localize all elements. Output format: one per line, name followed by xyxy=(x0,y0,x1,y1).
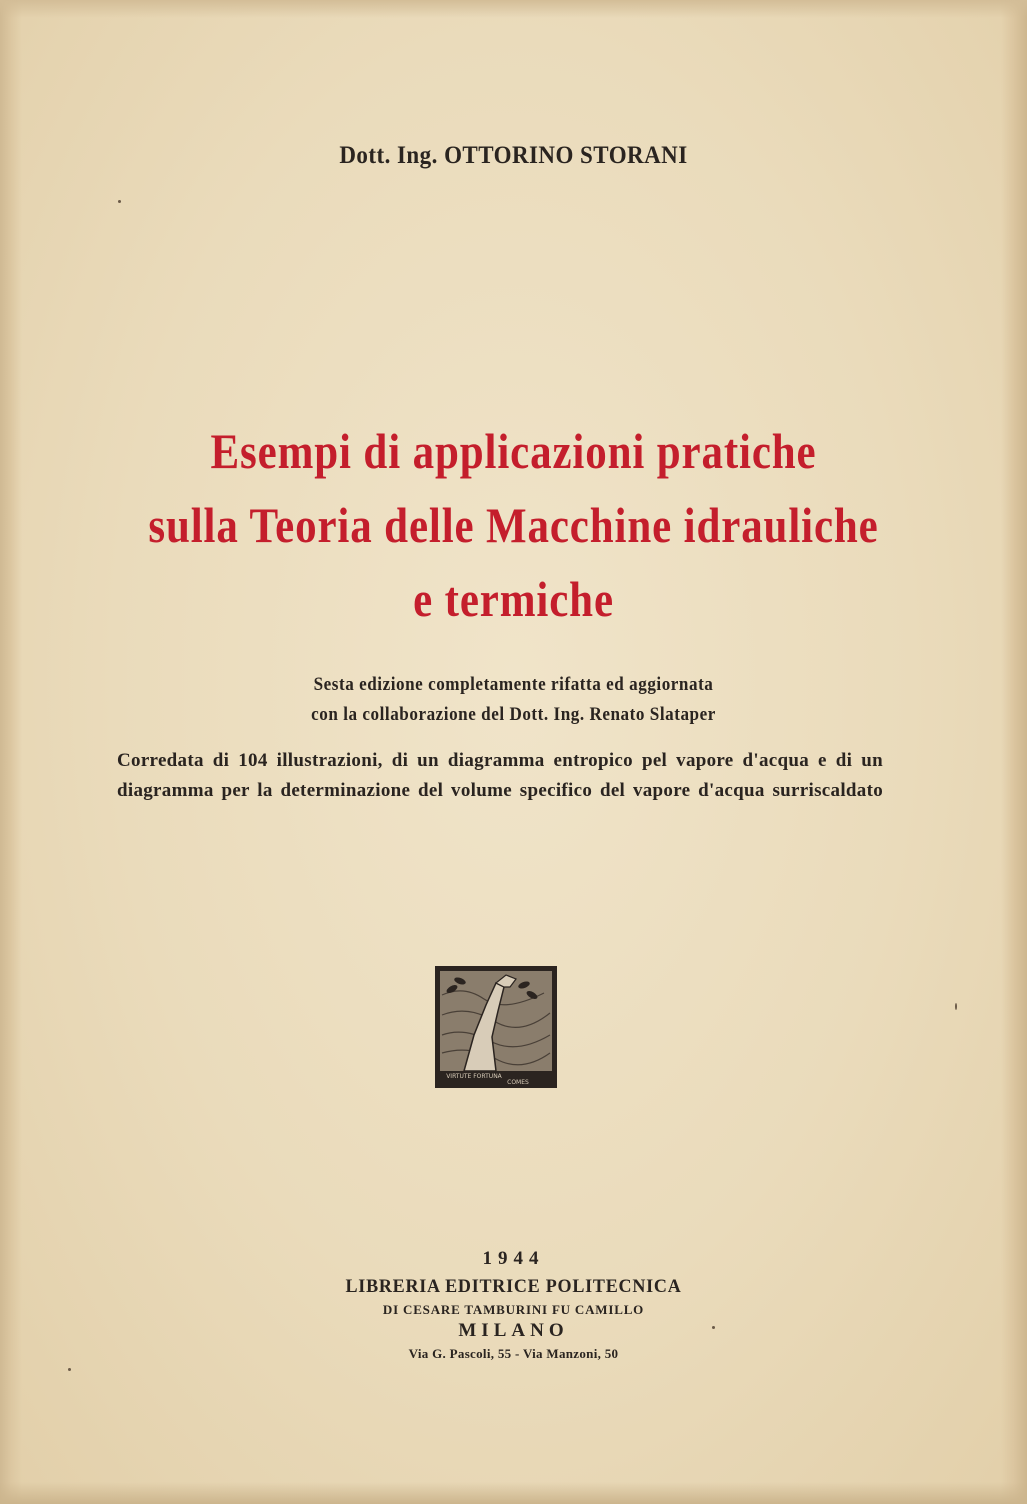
paper-speck xyxy=(118,200,121,203)
paper-edge-left xyxy=(0,0,22,1504)
paper-edge-top xyxy=(0,0,1027,18)
publisher-owner: DI CESARE TAMBURINI FU CAMILLO xyxy=(382,1302,645,1317)
edition-line-2: con la collaborazione del Dott. Ing. Renato Slataper xyxy=(311,704,716,725)
edition-line-1: Sesta edizione completamente rifatta ed aggiornata xyxy=(313,674,714,695)
emblem-motto-line-2: COMES xyxy=(507,1079,529,1086)
paper-speck xyxy=(68,1368,71,1371)
paper-edge-right xyxy=(1001,0,1027,1504)
publisher-address: Via G. Pascoli, 55 - Via Manzoni, 50 xyxy=(408,1346,619,1361)
author-name: Dott. Ing. OTTORINO STORANI xyxy=(339,142,688,169)
publisher-emblem-icon xyxy=(434,965,558,1089)
paper-speck xyxy=(955,1003,957,1010)
title-line-3: e termiche xyxy=(413,571,614,627)
paper-speck xyxy=(712,1326,715,1329)
emblem-motto-line-1: VIRTUTE FORTUNA xyxy=(446,1073,502,1080)
publisher-name: LIBRERIA EDITRICE POLITECNICA xyxy=(345,1276,682,1297)
title-line-2: sulla Teoria delle Macchine idrauliche xyxy=(148,497,879,553)
paper-edge-bottom xyxy=(0,1482,1027,1504)
description-line-2: diagramma per la determinazione del volume specifico del vapore d'acqua surriscaldato xyxy=(117,780,883,801)
description-line-1: Corredata di 104 illustrazioni, di un diagramma entropico pel vapore d'acqua e di un xyxy=(117,750,883,771)
publisher-city: MILANO xyxy=(458,1320,569,1341)
publication-year: 1944 xyxy=(482,1248,545,1269)
title-line-1: Esempi di applicazioni pratiche xyxy=(210,423,817,479)
